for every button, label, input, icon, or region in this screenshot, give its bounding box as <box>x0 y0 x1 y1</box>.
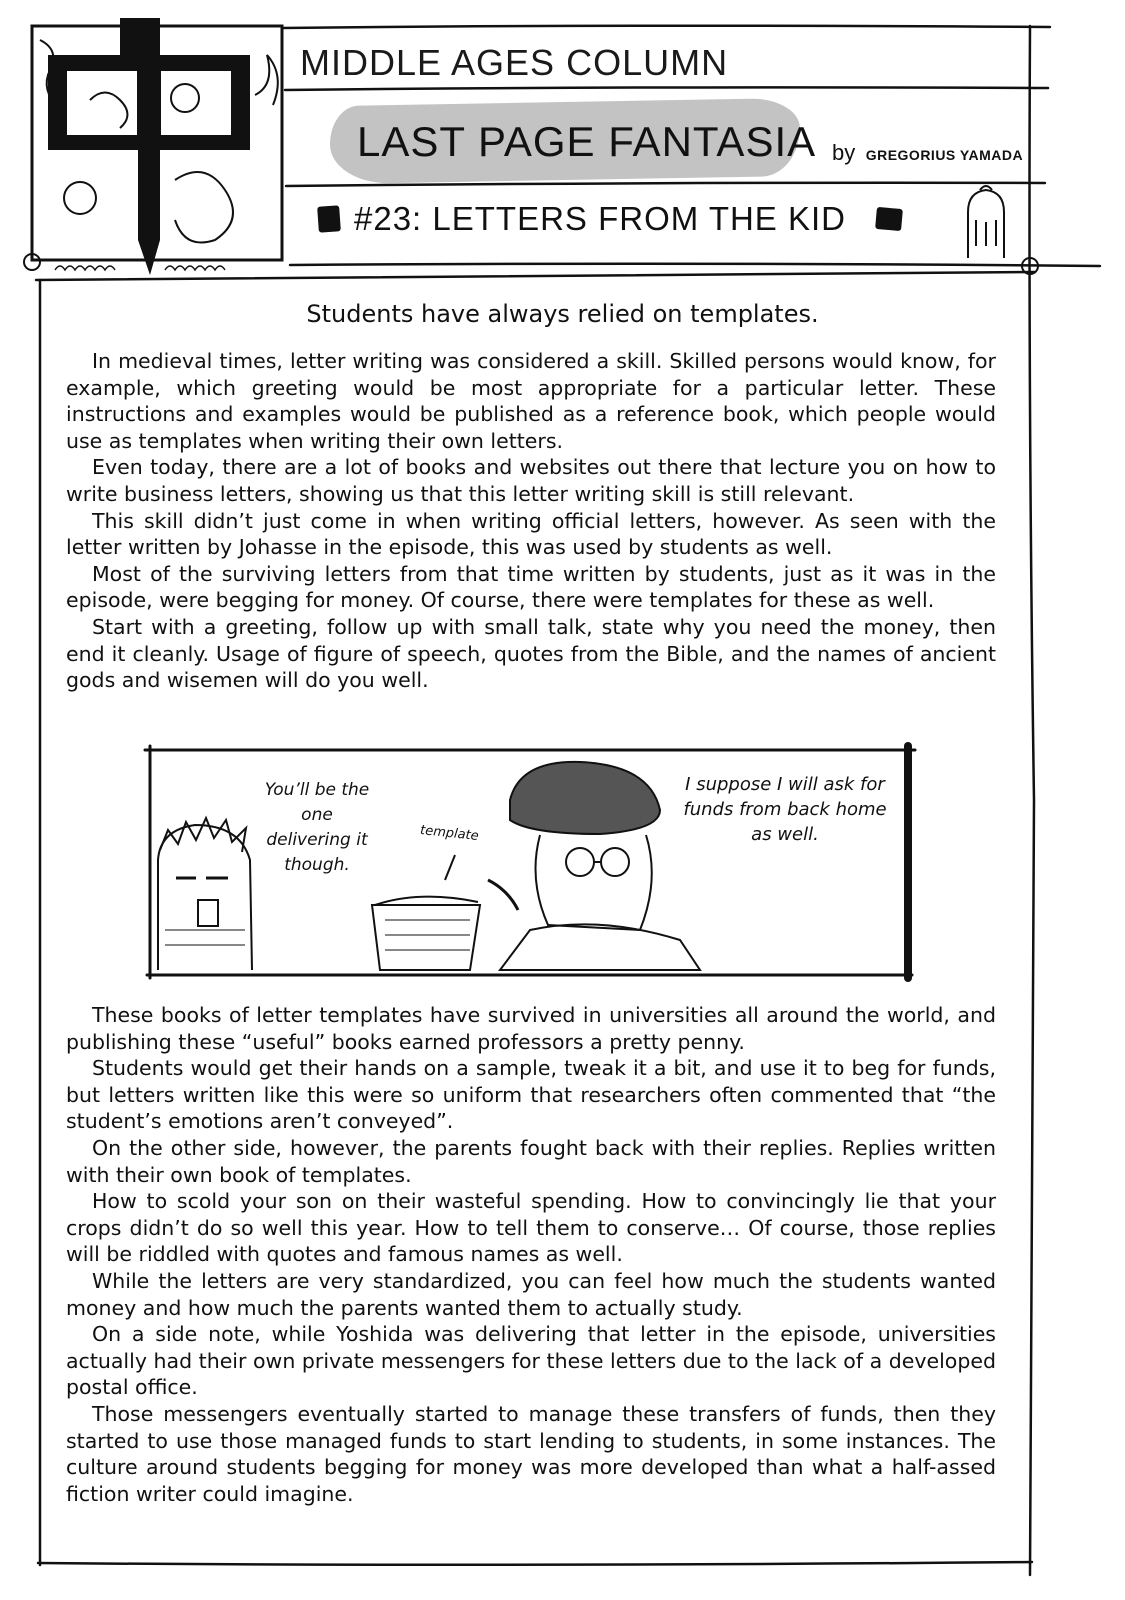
speech-bubble-left: You’ll be the one delivering it though. <box>264 780 370 875</box>
paragraph: How to scold your son on their wasteful spending. How to convincingly lie that your crops didn’t do so well this year. How to tell them to conserve… Of course, those replies will be riddled with quotes and famous names as well. <box>66 1189 996 1267</box>
speech-bubble-right: I suppose I will ask for funds from back home as well. <box>683 774 887 845</box>
column-title: LAST PAGE FANTASIA <box>357 118 817 165</box>
comic-character-left <box>158 818 252 970</box>
article-body-bottom <box>66 1002 996 1507</box>
comic-character-right <box>488 762 700 970</box>
byline-by: by <box>832 140 856 165</box>
template-label: template <box>419 822 480 845</box>
template-book-icon <box>372 855 480 970</box>
paragraph: On a side note, while Yoshida was delivering that letter in the episode, universities actually had their own private messengers for these letters due to the lack of a developed postal office. <box>66 1322 996 1400</box>
helmet-character-icon <box>968 186 1004 258</box>
paragraph: Students would get their hands on a sample, tweak it a bit, and use it to beg for funds, but letters written like this were so uniform that researchers often commented that “the student’s emotions aren’t conveyed”. <box>66 1056 996 1134</box>
paragraph: In medieval times, letter writing was considered a skill. Skilled persons would know, for example, which greeting would be most appropriate for a particular letter. These instructions and examples would be published as a reference book, which people would use as templates when writing their own letters. <box>66 349 996 453</box>
author-name: GREGORIUS YAMADA <box>865 147 1024 163</box>
illuminated-initial <box>24 18 282 275</box>
bullet-mark-icon <box>875 207 903 231</box>
byline <box>832 140 1023 166</box>
paragraph: Those messengers eventually started to manage these transfers of funds, then they started to use those managed funds to start lending to students, in some instances. The culture around students begging for money was more developed than what a half-assed fiction writer could imagine. <box>66 1401 996 1506</box>
paragraph: While the letters are very standardized, you can feel how much the students wanted money and how much the parents wanted them to actually study. <box>66 1268 996 1320</box>
article-body-top <box>66 348 996 694</box>
episode-heading <box>318 200 902 238</box>
bullet-mark-icon <box>317 205 341 232</box>
episode-title: #23: LETTERS FROM THE KID <box>354 200 846 237</box>
paragraph: On the other side, however, the parents fought back with their replies. Replies written with their own book of templates. <box>66 1135 996 1187</box>
paragraph: Most of the surviving letters from that time written by students, just as it was in the episode, were begging for money. Of course, there were templates for these as well. <box>66 561 996 613</box>
paragraph: These books of letter templates have survived in universities all around the world, and publishing these “useful” books earned professors a pretty penny. <box>66 1003 996 1054</box>
paragraph: Even today, there are a lot of books and websites out there that lecture you on how to write business letters, showing us that this letter writing skill is still relevant. <box>66 455 996 506</box>
paragraph: This skill didn’t just come in when writing official letters, however. As seen with the letter written by Johasse in the episode, this was used by students as well. <box>66 508 996 560</box>
series-title: MIDDLE AGES COLUMN <box>300 42 729 83</box>
paragraph: Start with a greeting, follow up with small talk, state why you need the money, then end it cleanly. Usage of figure of speech, quotes from the Bible, and the names of ancient gods and wisemen will do you well. <box>66 614 996 693</box>
subheading: Students have always relied on templates. <box>306 300 819 328</box>
